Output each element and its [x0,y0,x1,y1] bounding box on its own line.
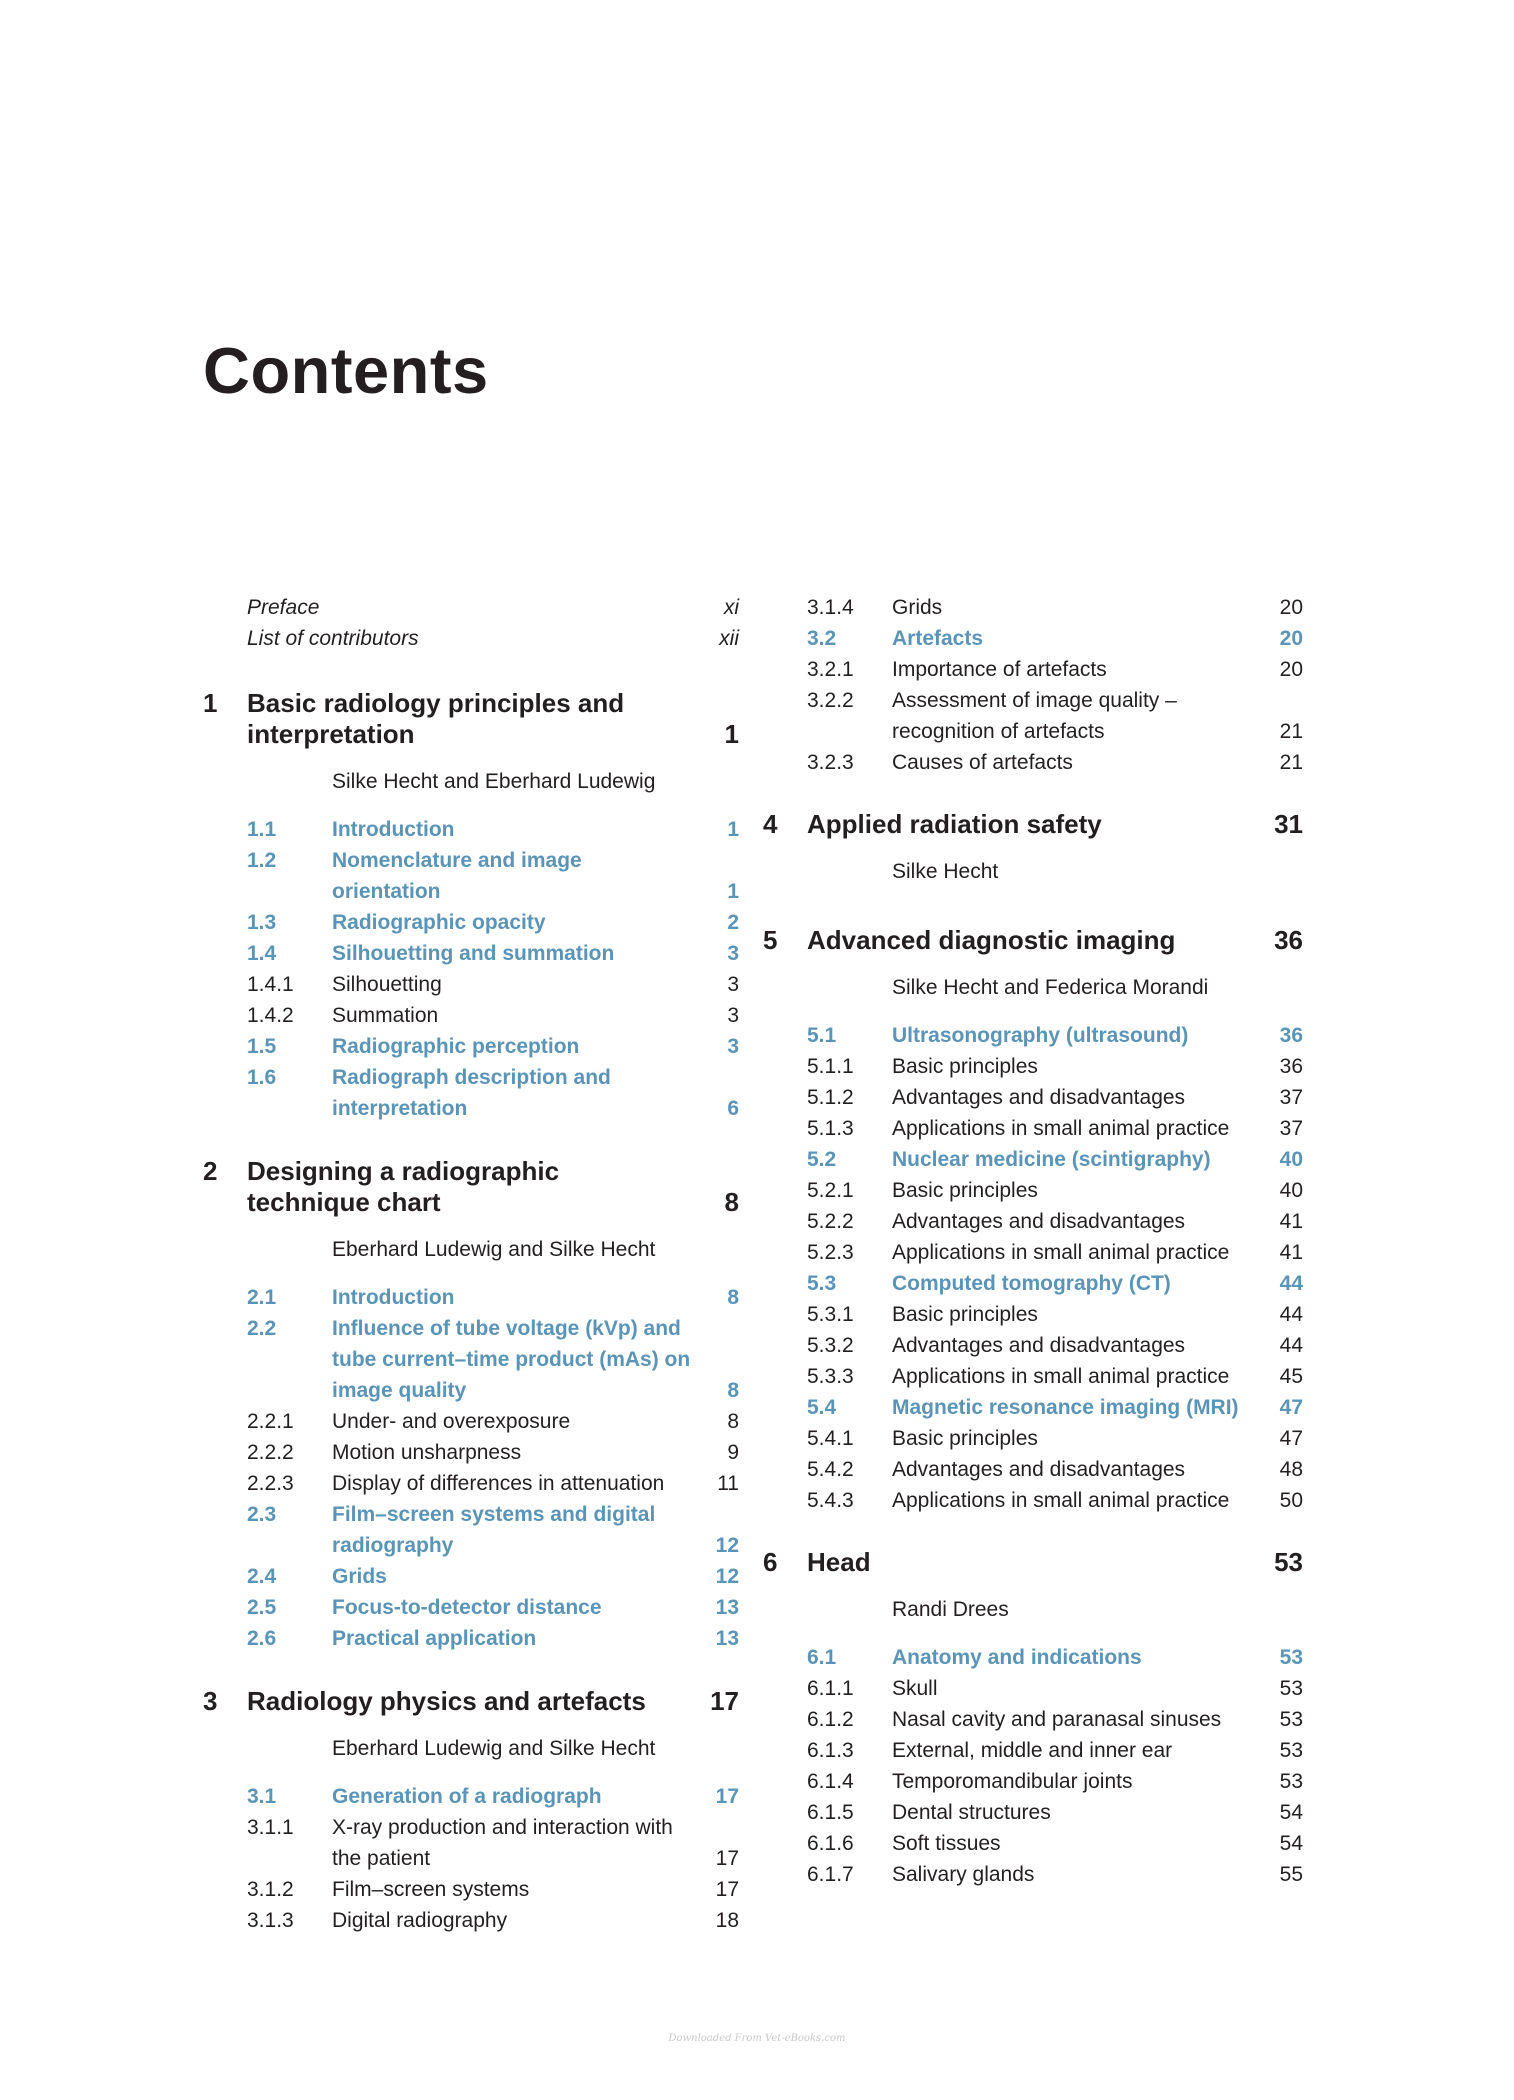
toc-entry-title: Grids [332,1565,387,1588]
toc-entry-number: 2.1 [247,1286,277,1309]
toc-entry-number: 3.2.1 [807,658,854,681]
toc-entry-number: 5.4 [807,1396,837,1419]
page-title: Contents [203,334,489,407]
toc-author-entry[interactable] [247,1733,739,1764]
toc-sub-entry[interactable] [247,1406,739,1437]
toc-section-entry[interactable] [247,938,739,969]
toc-entry-page: 54 [1279,1832,1303,1855]
toc-entry-number: 1 [203,688,218,718]
toc-sub-entry[interactable] [807,1673,1303,1704]
toc-entry-title: Causes of artefacts [892,751,1073,774]
toc-sub-entry[interactable] [807,1361,1303,1392]
toc-entry-title: Film–screen systems [332,1878,530,1901]
toc-entry-page: 53 [1279,1770,1303,1793]
toc-entry-page: 12 [715,1565,739,1588]
toc-entry-title: Applications in small animal practice [892,1241,1230,1264]
toc-entry-title: Preface [247,596,320,619]
toc-author-entry[interactable] [247,766,739,797]
toc-sub-entry[interactable] [247,1437,739,1468]
toc-entry-number: 3.1.3 [247,1909,294,1932]
toc-entry-page: 1 [727,818,739,841]
toc-entry-number: 4 [763,809,778,839]
toc-entry-page: 20 [1279,596,1303,619]
toc-sub-entry[interactable] [247,1468,739,1499]
toc-entry-page: 17 [710,1686,739,1716]
toc-entry-title: Basic radiology principles and interpretation [247,688,625,749]
toc-author-entry[interactable] [807,1594,1303,1625]
toc-entry-page: 13 [715,1596,739,1619]
toc-entry-number: 1.1 [247,818,277,841]
toc-entry-title: Practical application [332,1627,537,1650]
toc-entry-page: 37 [1279,1117,1303,1140]
toc-section-entry[interactable] [247,1062,739,1124]
toc-entry-title: Advantages and disadvantages [892,1458,1186,1481]
toc-left-column [203,592,739,1936]
toc-entry-title: Designing a radiographic technique chart [247,1156,560,1217]
toc-sub-entry[interactable] [807,1206,1303,1237]
toc-entry-title: Digital radiography [332,1909,508,1932]
toc-sub-entry[interactable] [807,747,1303,778]
toc-entry-page: 31 [1274,809,1303,839]
toc-entry-page: 18 [715,1909,739,1932]
toc-entry-page: 53 [1279,1646,1303,1669]
toc-entry-title: Salivary glands [892,1863,1035,1886]
toc-entry-number: 3.1 [247,1785,277,1808]
toc-entry-title: Advantages and disadvantages [892,1210,1186,1233]
toc-entry-number: 5 [763,925,778,955]
toc-entry-page: 20 [1279,627,1303,650]
toc-sub-entry[interactable] [807,685,1303,747]
toc-sub-entry[interactable] [807,592,1303,623]
toc-entry-number: 6.1.2 [807,1708,854,1731]
toc-entry-page: 9 [727,1441,739,1464]
toc-entry-number: 1.4.1 [247,973,294,996]
toc-sub-entry[interactable] [247,1000,739,1031]
toc-section-entry[interactable] [247,1499,739,1561]
toc-chapter-entry[interactable] [763,925,1303,956]
toc-entry-number: 6.1.5 [807,1801,854,1824]
toc-entry-page: 17 [715,1878,739,1901]
toc-entry-number: 1.5 [247,1035,277,1058]
toc-section-entry[interactable] [247,1282,739,1313]
toc-sub-entry[interactable] [807,1485,1303,1516]
toc-chapter-entry[interactable] [203,1686,739,1717]
toc-entry-title: Applications in small animal practice [892,1489,1230,1512]
toc-section-entry[interactable] [807,1268,1303,1299]
toc-entry-number: 5.1 [807,1024,837,1047]
toc-entry-title: Applied radiation safety [807,809,1102,839]
toc-entry-title: Soft tissues [892,1832,1001,1855]
toc-entry-title: Under- and overexposure [332,1410,571,1433]
toc-entry-title: Applications in small animal practice [892,1365,1230,1388]
toc-entry-title: Radiographic perception [332,1035,580,1058]
toc-entry-number: 5.4.1 [807,1427,854,1450]
toc-entry-number: 3.1.2 [247,1878,294,1901]
toc-section-entry[interactable] [807,1020,1303,1051]
toc-entry-number: 5.3.3 [807,1365,854,1388]
toc-entry-number: 1.4.2 [247,1004,294,1027]
toc-entry-title: Dental structures [892,1801,1051,1824]
toc-entry-page: 21 [1279,751,1303,774]
toc-entry-page: 20 [1279,658,1303,681]
toc-author-entry[interactable] [807,856,1303,887]
toc-entry-page: 8 [724,1187,739,1217]
toc-entry-title: Silke Hecht and Federica Morandi [892,976,1209,999]
toc-entry-page: 36 [1279,1055,1303,1078]
toc-entry-number: 1.3 [247,911,277,934]
toc-sub-entry[interactable] [807,1299,1303,1330]
toc-entry-number: 6.1.4 [807,1770,854,1793]
toc-entry-number: 5.4.3 [807,1489,854,1512]
toc-entry-title: Influence of tube voltage (kVp) and tube current–time product (mAs) on image quality [332,1317,691,1402]
toc-entry-number: 5.2.3 [807,1241,854,1264]
toc-entry-page: 1 [727,880,739,903]
toc-entry-title: Computed tomography (CT) [892,1272,1171,1295]
toc-entry-page: 1 [724,719,739,749]
toc-entry-number: 2.2.1 [247,1410,294,1433]
toc-section-entry[interactable] [807,1144,1303,1175]
toc-entry-page: xii [719,627,739,650]
toc-entry-page: 11 [717,1472,739,1495]
toc-entry-title: Magnetic resonance imaging (MRI) [892,1396,1239,1419]
toc-entry-title: Introduction [332,818,455,841]
toc-entry-page: 44 [1279,1334,1303,1357]
toc-entry-title: Radiology physics and artefacts [247,1686,646,1716]
toc-entry-page: 44 [1279,1272,1303,1295]
toc-entry-number: 2.2.3 [247,1472,294,1495]
toc-entry-page: 37 [1279,1086,1303,1109]
toc-entry-page: 41 [1279,1241,1303,1264]
toc-entry-number: 3.2 [807,627,837,650]
toc-chapter-entry[interactable] [203,1156,739,1218]
toc-section-entry[interactable] [247,845,739,907]
footer-credit: Downloaded From Vet-eBooks.com [668,2033,846,2044]
toc-entry-number: 5.1.2 [807,1086,854,1109]
toc-entry-title: Basic principles [892,1055,1038,1078]
toc-entry-title: Silke Hecht and Eberhard Ludewig [332,770,656,793]
toc-entry-number: 6.1.6 [807,1832,854,1855]
toc-front-entry[interactable] [203,592,739,623]
toc-entry-number: 2 [203,1156,218,1186]
toc-entry-page: xi [723,596,739,619]
toc-entry-title: Basic principles [892,1427,1038,1450]
toc-entry-page: 3 [727,1035,739,1058]
toc-sub-entry[interactable] [807,1735,1303,1766]
toc-sub-entry[interactable] [807,1766,1303,1797]
toc-entry-title: Radiographic opacity [332,911,546,934]
toc-entry-title: Eberhard Ludewig and Silke Hecht [332,1238,656,1261]
toc-entry-page: 47 [1279,1427,1303,1450]
toc-chapter-entry[interactable] [203,688,739,750]
toc-entry-title: Eberhard Ludewig and Silke Hecht [332,1737,656,1760]
toc-entry-title: Radiograph description and interpretation [332,1066,611,1120]
toc-entry-page: 8 [727,1379,739,1402]
toc-entry-page: 21 [1279,720,1303,743]
toc-sub-entry[interactable] [807,1113,1303,1144]
toc-entry-title: Focus-to-detector distance [332,1596,602,1619]
toc-entry-title: Advantages and disadvantages [892,1334,1186,1357]
toc-entry-number: 5.3.1 [807,1303,854,1326]
toc-entry-number: 5.2 [807,1148,837,1171]
toc-entry-title: Motion unsharpness [332,1441,522,1464]
toc-front-entry[interactable] [203,623,739,654]
toc-chapter-entry[interactable] [763,809,1303,840]
toc-entry-number: 2.3 [247,1503,277,1526]
toc-entry-number: 5.1.3 [807,1117,854,1140]
toc-entry-number: 6.1.3 [807,1739,854,1762]
toc-section-entry[interactable] [247,1592,739,1623]
toc-entry-page: 36 [1279,1024,1303,1047]
toc-entry-title: Advanced diagnostic imaging [807,925,1176,955]
toc-list [763,592,1303,1890]
toc-entry-number: 5.4.2 [807,1458,854,1481]
toc-entry-number: 1.2 [247,849,277,872]
toc-entry-page: 40 [1279,1148,1303,1171]
toc-entry-title: Grids [892,596,943,619]
toc-sub-entry[interactable] [807,1051,1303,1082]
toc-entry-page: 13 [715,1627,739,1650]
toc-entry-page: 3 [727,1004,739,1027]
toc-entry-title: Applications in small animal practice [892,1117,1230,1140]
toc-entry-page: 40 [1279,1179,1303,1202]
toc-entry-page: 44 [1279,1303,1303,1326]
toc-entry-number: 6 [763,1547,778,1577]
toc-entry-title: Nomenclature and image orientation [332,849,582,903]
toc-sub-entry[interactable] [807,1082,1303,1113]
toc-chapter-entry[interactable] [763,1547,1303,1578]
toc-entry-number: 3.2.2 [807,689,854,712]
toc-sub-entry[interactable] [247,969,739,1000]
toc-entry-title: Summation [332,1004,439,1027]
toc-entry-number: 5.2.2 [807,1210,854,1233]
toc-section-entry[interactable] [247,1561,739,1592]
toc-entry-number: 2.5 [247,1596,277,1619]
toc-list [203,592,739,1936]
toc-entry-page: 53 [1279,1708,1303,1731]
toc-entry-number: 3.1.1 [247,1816,294,1839]
toc-section-entry[interactable] [807,1392,1303,1423]
toc-entry-number: 6.1 [807,1646,837,1669]
toc-entry-number: 5.3 [807,1272,837,1295]
toc-section-entry[interactable] [807,1642,1303,1673]
toc-sub-entry[interactable] [807,1330,1303,1361]
toc-entry-page: 3 [727,942,739,965]
toc-sub-entry[interactable] [247,1812,739,1874]
toc-entry-page: 48 [1279,1458,1303,1481]
toc-author-entry[interactable] [247,1234,739,1265]
toc-entry-title: Film–screen systems and digital radiography [332,1503,656,1557]
toc-sub-entry[interactable] [807,1237,1303,1268]
toc-entry-title: Skull [892,1677,938,1700]
toc-sub-entry[interactable] [807,1454,1303,1485]
toc-entry-page: 47 [1279,1396,1303,1419]
toc-entry-number: 5.3.2 [807,1334,854,1357]
toc-entry-number: 2.2 [247,1317,277,1340]
toc-entry-number: 1.6 [247,1066,277,1089]
toc-entry-title: Display of differences in attenuation [332,1472,665,1495]
toc-entry-page: 54 [1279,1801,1303,1824]
toc-section-entry[interactable] [247,1781,739,1812]
toc-entry-title: Temporomandibular joints [892,1770,1133,1793]
toc-entry-page: 2 [727,911,739,934]
toc-entry-page: 8 [727,1410,739,1433]
toc-entry-number: 2.4 [247,1565,277,1588]
toc-entry-page: 17 [715,1847,739,1870]
toc-entry-number: 1.4 [247,942,277,965]
toc-section-entry[interactable] [807,623,1303,654]
toc-entry-page: 55 [1279,1863,1303,1886]
toc-entry-title: List of contributors [247,627,419,650]
toc-entry-page: 6 [727,1097,739,1120]
toc-entry-title: Nasal cavity and paranasal sinuses [892,1708,1222,1731]
toc-entry-page: 41 [1279,1210,1303,1233]
toc-section-entry[interactable] [247,1031,739,1062]
toc-sub-entry[interactable] [807,1828,1303,1859]
toc-entry-title: Anatomy and indications [892,1646,1142,1669]
toc-section-entry[interactable] [247,907,739,938]
toc-right-column [763,592,1303,1890]
toc-entry-title: Assessment of image quality – recognition of artefacts [892,689,1177,743]
toc-entry-title: Silhouetting [332,973,442,996]
toc-author-entry[interactable] [807,972,1303,1003]
toc-entry-title: Basic principles [892,1303,1038,1326]
toc-entry-title: X-ray production and interaction with the patient [332,1816,673,1870]
toc-entry-number: 6.1.7 [807,1863,854,1886]
toc-section-entry[interactable] [247,1313,739,1406]
toc-entry-title: Artefacts [892,627,984,650]
toc-section-entry[interactable] [247,1623,739,1654]
toc-sub-entry[interactable] [807,1704,1303,1735]
toc-entry-title: Randi Drees [892,1598,1009,1621]
toc-entry-number: 2.2.2 [247,1441,294,1464]
toc-entry-page: 53 [1279,1677,1303,1700]
toc-entry-title: Nuclear medicine (scintigraphy) [892,1148,1211,1171]
toc-sub-entry[interactable] [807,1175,1303,1206]
toc-sub-entry[interactable] [807,1859,1303,1890]
toc-entry-title: Silke Hecht [892,860,999,883]
toc-entry-page: 12 [715,1534,739,1557]
toc-entry-number: 5.2.1 [807,1179,854,1202]
toc-entry-title: Generation of a radiograph [332,1785,602,1808]
toc-entry-page: 53 [1274,1547,1303,1577]
toc-entry-title: Ultrasonography (ultrasound) [892,1024,1189,1047]
toc-entry-number: 3.2.3 [807,751,854,774]
toc-entry-title: Advantages and disadvantages [892,1086,1186,1109]
toc-entry-number: 2.6 [247,1627,277,1650]
toc-sub-entry[interactable] [807,1423,1303,1454]
toc-sub-entry[interactable] [247,1874,739,1905]
toc-entry-number: 6.1.1 [807,1677,854,1700]
toc-entry-title: Silhouetting and summation [332,942,615,965]
toc-entry-title: Basic principles [892,1179,1038,1202]
toc-entry-page: 36 [1274,925,1303,955]
toc-entry-page: 8 [727,1286,739,1309]
toc-entry-number: 3 [203,1686,218,1716]
toc-entry-number: 3.1.4 [807,596,854,619]
toc-sub-entry[interactable] [807,1797,1303,1828]
toc-sub-entry[interactable] [247,1905,739,1936]
toc-entry-page: 17 [715,1785,739,1808]
toc-entry-title: Introduction [332,1286,455,1309]
toc-sub-entry[interactable] [807,654,1303,685]
toc-entry-title: Head [807,1547,871,1577]
toc-entry-title: Importance of artefacts [892,658,1107,681]
toc-entry-number: 5.1.1 [807,1055,854,1078]
toc-entry-page: 50 [1279,1489,1303,1512]
toc-entry-page: 3 [727,973,739,996]
toc-entry-page: 45 [1279,1365,1303,1388]
toc-entry-page: 53 [1279,1739,1303,1762]
toc-entry-title: External, middle and inner ear [892,1739,1173,1762]
toc-section-entry[interactable] [247,814,739,845]
